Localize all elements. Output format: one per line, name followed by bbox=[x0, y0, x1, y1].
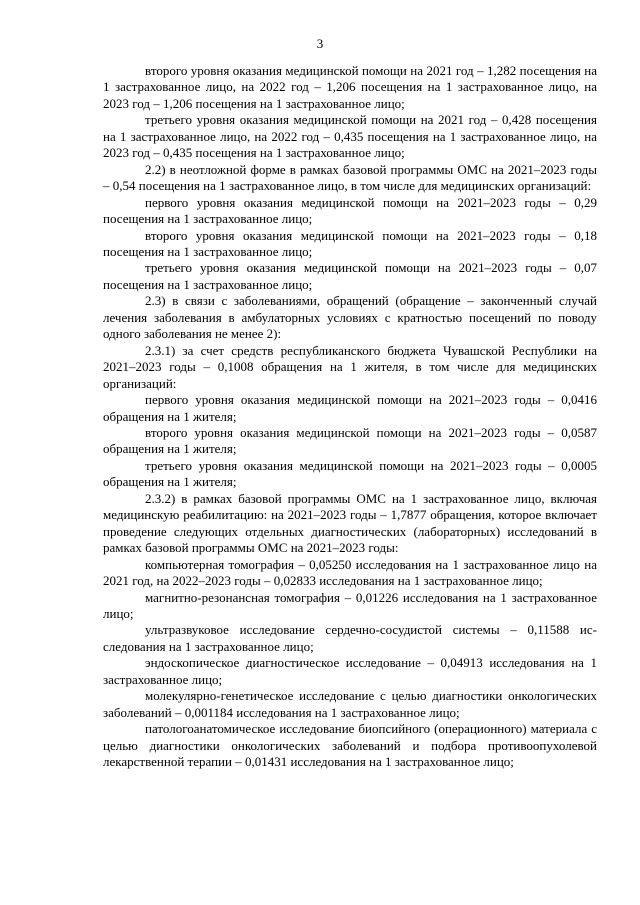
paragraph: компьютерная томография – 0,05250 исследования на 1 застрахованное лицо на 2021 год, на 2022–2023 годы – 0,02833 исследования на 1 застрахованное лицо; bbox=[103, 556, 597, 589]
paragraph: 2.3.1) за счет средств республиканского бюджета Чувашской Республики на 2021–2023 годы – 0,1008 обращения на 1 жителя, в том числе для медицинских организаций: bbox=[103, 342, 597, 391]
paragraph: первого уровня оказания медицинской помощи на 2021–2023 годы – 0,29 посещения на 1 застрахованное лицо; bbox=[103, 194, 597, 227]
paragraph: молекулярно-генетическое исследование с целью диагностики онкологических заболеваний – 0,001184 исследования на 1 застрахованное лицо; bbox=[103, 688, 597, 720]
paragraph: 2.2) в неотложной форме в рамках базовой программы ОМС на 2021–2023 годы – 0,54 посещения на 1 застрахованное лицо, в том числе для медицинских организаций: bbox=[103, 161, 597, 194]
paragraph: второго уровня оказания медицинской помощи на 2021–2023 годы – 0,0587 обращения на 1 жителя; bbox=[103, 424, 597, 457]
page-number: 3 bbox=[316, 36, 324, 51]
paragraph: 2.3) в связи с заболеваниями, обращений (обращение – законченный случай лечения заболевания в амбулаторных условиях с кратностью посещений по поводу одного заболевания не менее 2): bbox=[103, 293, 597, 342]
paragraph: третьего уровня оказания медицинской помощи на 2021–2023 годы – 0,07 посещения на 1 застрахованное лицо; bbox=[103, 260, 597, 292]
paragraph: патологоанатомическое исследование биопсийного (операционного) материала с целью диагностики онкологических заболеваний и подбора противоопухолевой лекарственной терапии – 0,01431 исследования на 1 застрахованное лицо; bbox=[103, 721, 597, 770]
paragraph: 2.3.2) в рамках базовой программы ОМС на 1 застрахованное лицо, включая медицинскую реабилитацию: на 2021–2023 годы – 1,7877 обращения, которое включает проведение следующих отдельных диагностических (лабораторных) исследований в рамках базовой программы ОМС на 2021–2023 годы: bbox=[103, 490, 597, 556]
paragraph: эндоскопическое диагностическое исследование – 0,04913 исследования на 1 застрахованное лицо; bbox=[103, 655, 597, 687]
paragraph: первого уровня оказания медицинской помощи на 2021–2023 годы – 0,0416 обращения на 1 жителя; bbox=[103, 392, 597, 424]
paragraph: магнитно-резонансная томография – 0,01226 исследования на 1 застрахованное лицо; bbox=[103, 589, 597, 621]
document-body bbox=[103, 63, 597, 770]
paragraph: второго уровня оказания медицинской помощи на 2021 год – 1,282 посещения на 1 застрахованное лицо, на 2022 год – 1,206 посещения на 1 застрахованное лицо, на 2023 год – 1,206 посещения на 1 застрахованное лицо; bbox=[103, 63, 597, 111]
paragraph: ультразвуковое исследование сердечно-сосудистой системы – 0,11588 исследования на 1 застрахованное лицо; bbox=[103, 622, 597, 654]
paragraph: третьего уровня оказания медицинской помощи на 2021–2023 годы – 0,0005 обращения на 1 жителя; bbox=[103, 457, 597, 490]
paragraph: второго уровня оказания медицинской помощи на 2021–2023 годы – 0,18 посещения на 1 застрахованное лицо; bbox=[103, 227, 597, 259]
paragraph: третьего уровня оказания медицинской помощи на 2021 год – 0,428 посещения на 1 застрахованное лицо, на 2022 год – 0,435 посещения на 1 застрахованное лицо, на 2023 год – 0,435 посещения на 1 застрахованное лицо; bbox=[103, 112, 597, 161]
